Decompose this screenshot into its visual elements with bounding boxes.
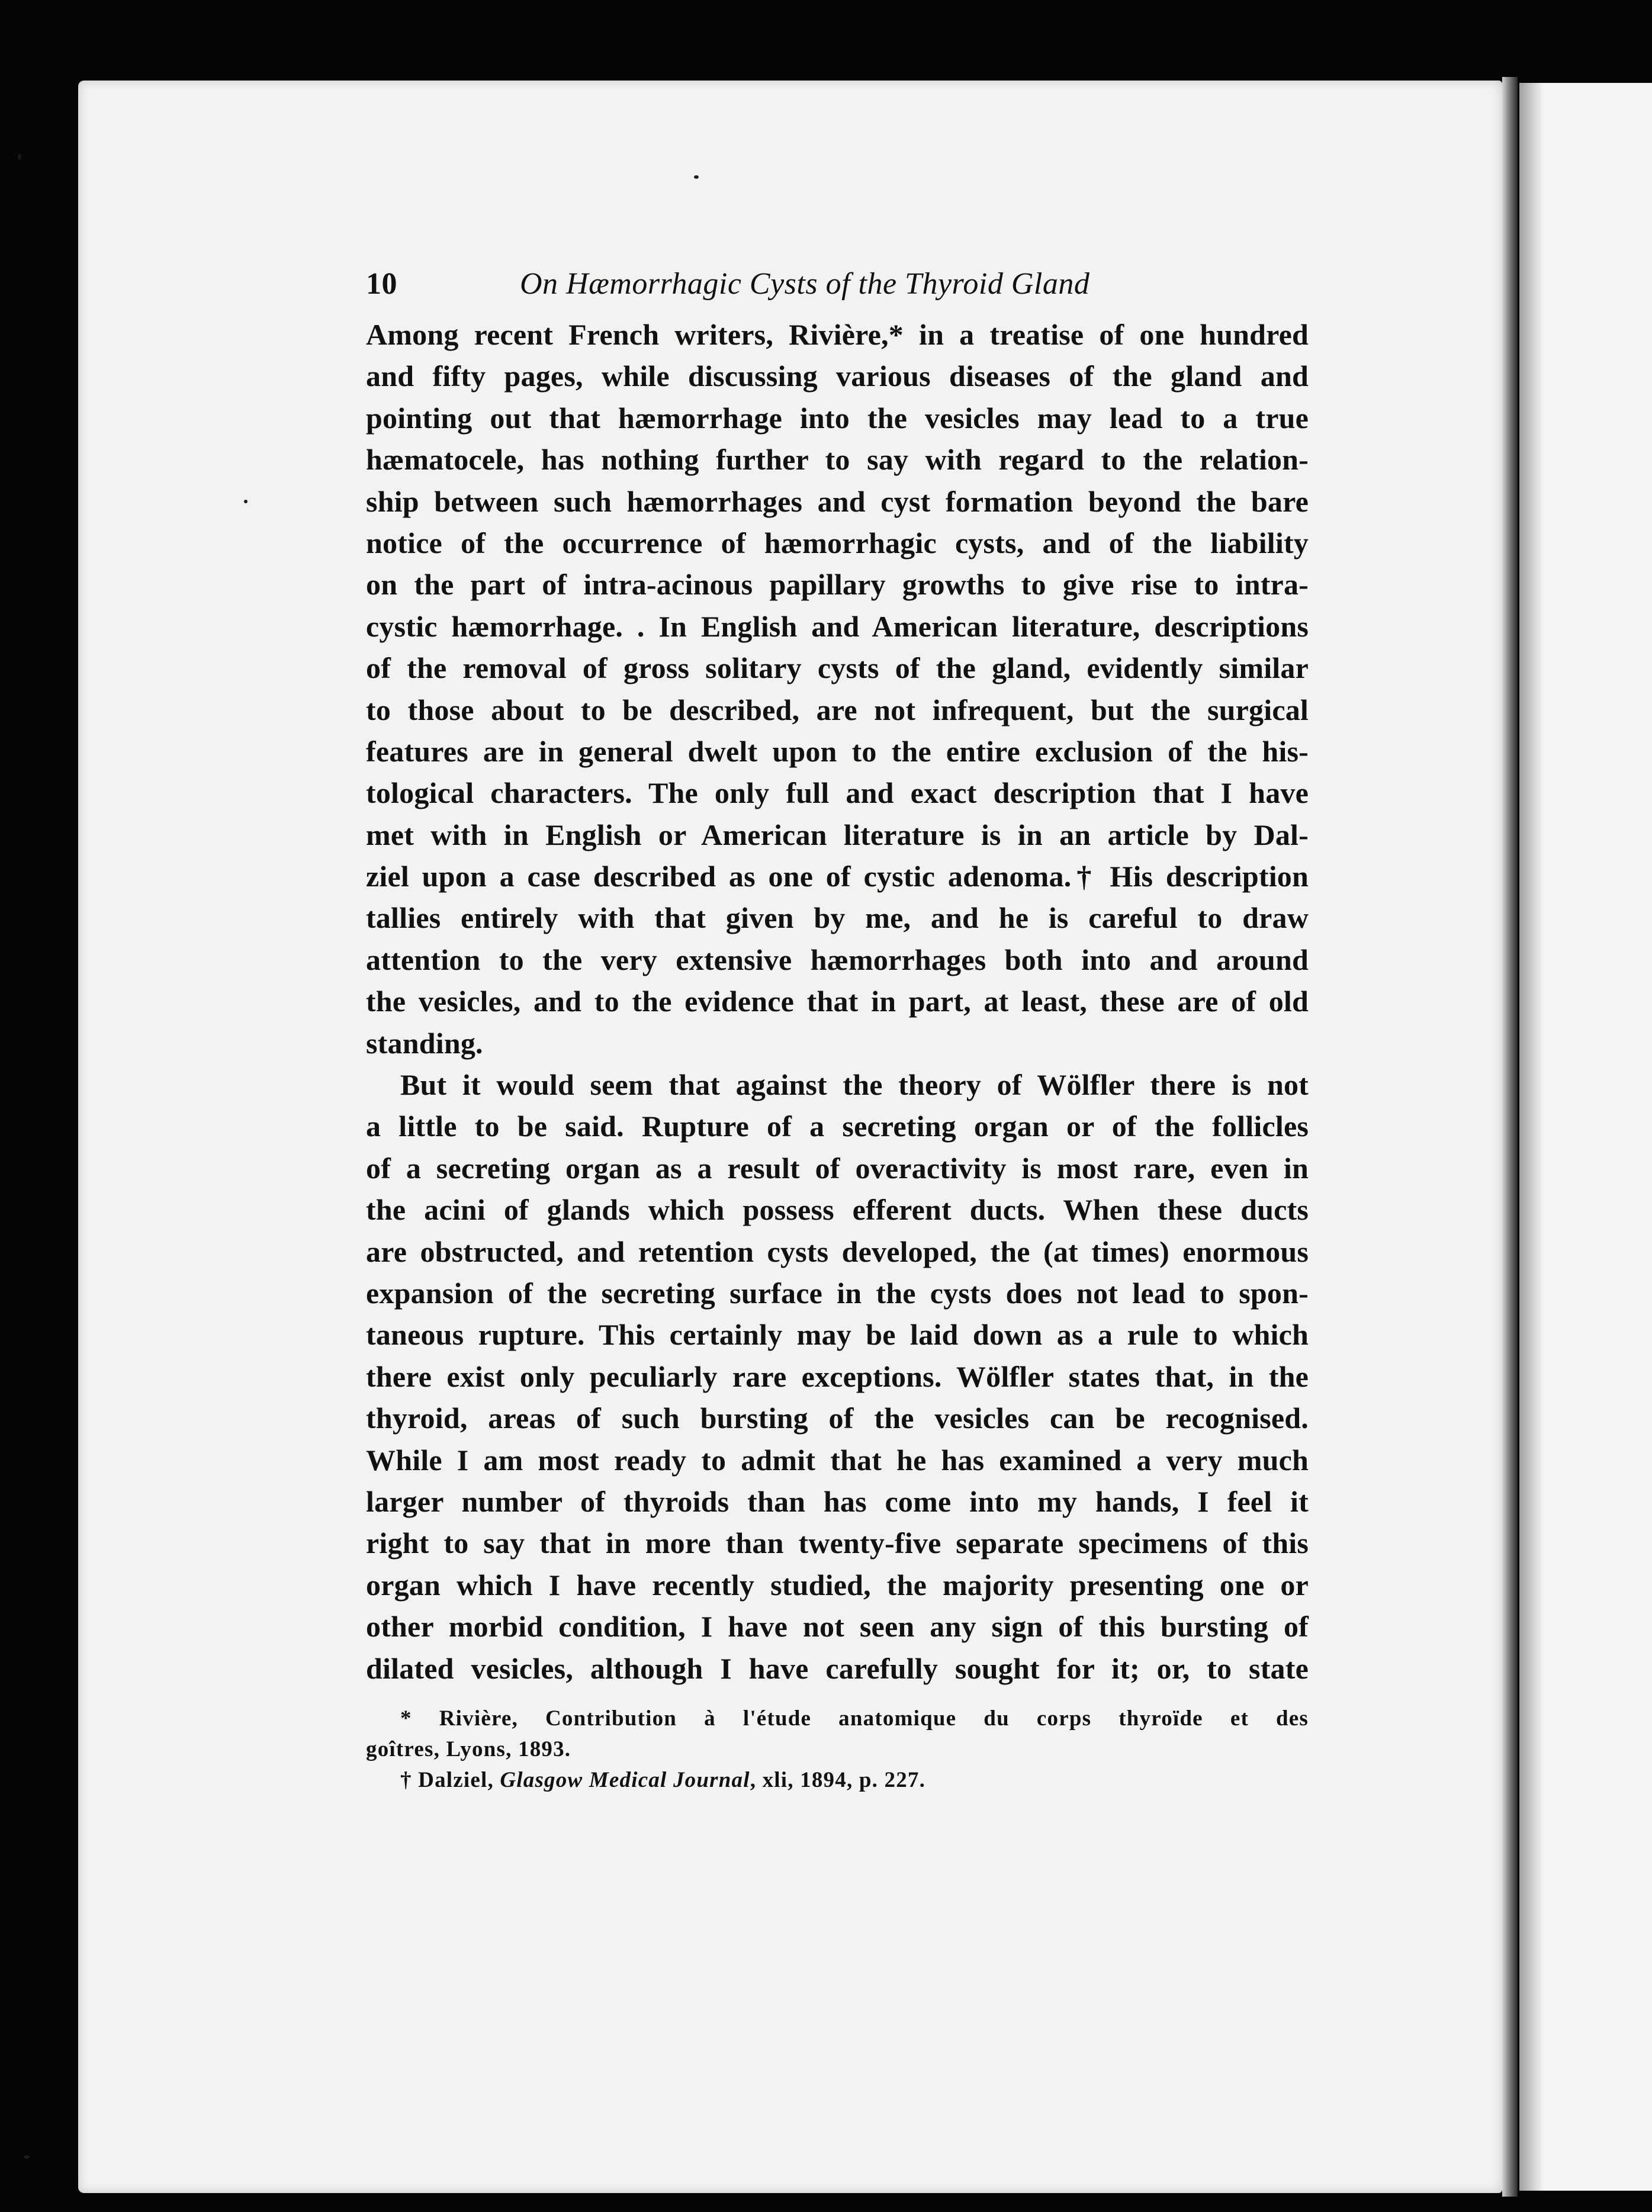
text-line: expansion of the secreting surface in the cysts does not lead to spon- <box>366 1276 1309 1310</box>
dust-speck <box>24 2155 30 2159</box>
dust-speck <box>694 175 699 179</box>
footnote-dalziel-journal: Glasgow Medical Journal <box>500 1767 750 1792</box>
text-line: other morbid condition, I have not seen any sign of this bursting of <box>366 1610 1309 1644</box>
text-line: are obstructed, and retention cysts developed, the (at times) enormous <box>366 1234 1309 1268</box>
text-line: hæmatocele, has nothing further to say with regard to the relation- <box>366 443 1309 477</box>
footnote-dalziel-author: † Dalziel, <box>400 1767 500 1792</box>
text-line: and fifty pages, while discussing various diseases of the gland and <box>366 359 1309 393</box>
text-line: features are in general dwelt upon to the entire exclusion of the his- <box>366 734 1309 768</box>
text-line: Among recent French writers, Rivière,* in a treatise of one hundred <box>366 318 1309 351</box>
text-line: met with in English or American literature is in an article by Dal- <box>366 818 1309 851</box>
text-line: ship between such hæmorrhages and cyst formation beyond the bare <box>366 484 1309 518</box>
footnote-dalziel <box>366 1765 1309 1796</box>
running-head <box>366 255 1309 314</box>
footnote-riviere-continued: goîtres, Lyons, 1893. <box>366 1737 571 1761</box>
text-line: tallies entirely with that given by me, and he is careful to draw <box>366 901 1309 935</box>
text-line: right to say that in more than twenty-five separate specimens of this <box>366 1526 1309 1560</box>
text-line: on the part of intra-acinous papillary growths to give rise to intra- <box>366 568 1309 602</box>
page-edge <box>1502 77 1518 2197</box>
page-number: 10 <box>366 267 397 301</box>
text-line: ziel upon a case described as one of cystic adenoma.† His description <box>366 860 1309 893</box>
text-line: taneous rupture. This certainly may be laid down as a rule to which <box>366 1318 1309 1352</box>
text-line: notice of the occurrence of hæmorrhagic cysts, and of the liability <box>366 526 1309 560</box>
running-title: On Hæmorrhagic Cysts of the Thyroid Gland <box>520 267 1090 301</box>
paragraph-start-line: But it would seem that against the theory of Wölfler there is not <box>400 1068 1309 1102</box>
page-content <box>366 255 1309 1796</box>
text-line: larger number of thyroids than has come into my hands, I feel it <box>366 1484 1309 1518</box>
dust-speck <box>244 500 248 503</box>
text-line: of a secreting organ as a result of overactivity is most rare, even in <box>366 1151 1309 1185</box>
dust-speck <box>18 154 21 160</box>
footnote-riviere: * Rivière, Contribution à l'étude anatomique du corps thyroïde et des <box>400 1706 1309 1731</box>
text-line: cystic hæmorrhage. . In English and American literature, descriptions <box>366 609 1309 643</box>
footnotes <box>366 1703 1309 1796</box>
text-line: While I am most ready to admit that he has examined a very much <box>366 1443 1309 1477</box>
text-line: thyroid, areas of such bursting of the vesicles can be recognised. <box>366 1401 1309 1435</box>
text-line: attention to the very extensive hæmorrhages both into and around <box>366 943 1309 976</box>
footnote-dalziel-citation: , xli, 1894, p. 227. <box>750 1767 926 1792</box>
text-line: organ which I have recently studied, the majority presenting one or <box>366 1568 1309 1602</box>
text-line: standing. <box>366 1026 483 1060</box>
text-line: dilated vesicles, although I have carefully sought for it; or, to state <box>366 1651 1309 1685</box>
text-line: there exist only peculiarly rare exceptions. Wölfler states that, in the <box>366 1359 1309 1393</box>
text-line: the acini of glands which possess efferent ducts. When these ducts <box>366 1193 1309 1227</box>
text-line: of the removal of gross solitary cysts of the gland, evidently similar <box>366 651 1309 685</box>
gutter-shadow <box>1519 83 1543 2191</box>
text-line: the vesicles, and to the evidence that in part, at least, these are of old <box>366 985 1309 1018</box>
text-line: tological characters. The only full and exact description that I have <box>366 776 1309 810</box>
text-line: to those about to be described, are not infrequent, but the surgical <box>366 693 1309 726</box>
text-line: a little to be said. Rupture of a secreting organ or of the follicles <box>366 1110 1309 1143</box>
text-line: pointing out that hæmorrhage into the vesicles may lead to a true <box>366 401 1309 435</box>
body-text <box>366 314 1309 1689</box>
